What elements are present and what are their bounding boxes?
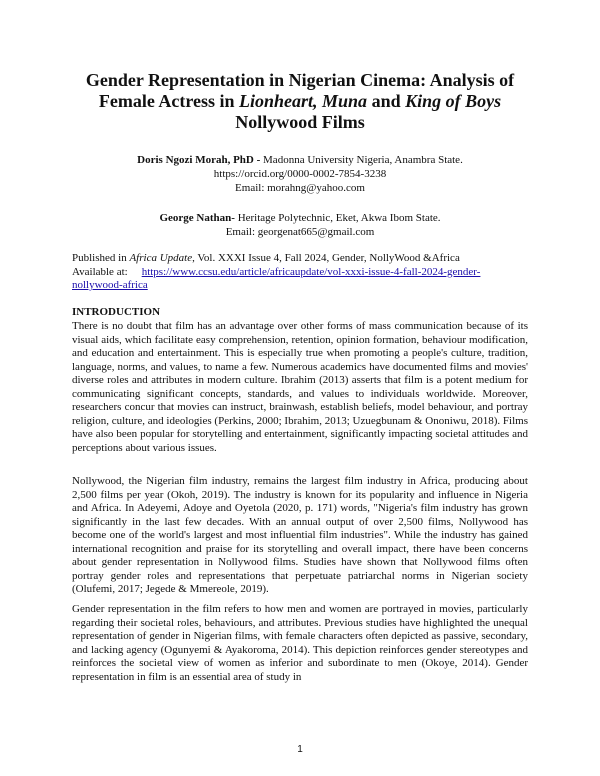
author-1-line [60,153,540,167]
title-line-2 [60,91,540,112]
article-url-link-2[interactable]: nollywood-africa [72,279,148,291]
title-line-2-mid: and [367,91,406,111]
author-2-line [60,211,540,225]
author-1-name: Doris Ngozi Morah, PhD - [137,154,261,166]
title-film-1: Lionheart, Muna [239,91,368,111]
journal-name: Africa Update [129,252,193,264]
paragraph-2: Nollywood, the Nigerian film industry, remains the largest film industry in Africa, producing about 2,500 films per year (Okoh, 2019). The industry is known for its popularity and influence in Nigeria and Africa. In Adeyemi, Adoye and Oyetola (2020, p. 171) words, "Nigeria's film industry has grown significantly in the last few decades. With an annual output of over 2,500 films, Nollywood has become one of the world's largest and most influential film industries". While the industry has gained international recognition and praise for its storytelling and overall impact, there have been concerns about gender representation in Nollywood films. Studies have shown that Nollywood films often portray gender roles and representations that perpetuate patriarchal norms in Nigerian society (Olufemi, 2017; Jegede & Mmereole, 2019). [72,475,528,595]
paragraph-1: There is no doubt that film has an advantage over other forms of mass communication because of its visual aids, which facilitate easy comprehension, retention, opinion formation, behaviour modification, and education and entertainment. This is especially true when promoting a people's culture, tradition, language, norms, and values, to name a few. Numerous academics have documented films and movies' diverse roles and attributes in modern culture. Ibrahim (2013) asserts that film is a potent medium for communicating significant concepts, standards, and values to individuals worldwide. Moreover, researchers concur that movies can instruct, brainwash, establish beliefs, model behaviour, and portray religion, culture, and ideologies (Perkins, 2000; Ibrahim, 2013; Uzuegbunam & Ononiwu, 2018). Films have also been popular for storytelling and entertainment, significantly impacting societal attitudes and perceptions about various issues. [72,320,528,454]
author-2-name: George Nathan- [159,212,235,224]
paragraph-3: Gender representation in the film refers to how men and women are portrayed in movies, particularly regarding their societal roles, behaviours, and attributes. Previous studies have highlighted the unequal representation of gender in Nigerian films, with female characters often depicted as passive, secondary, and lacking agency (Ogunyemi & Ayakoroma, 2014). This depiction reinforces gender stereotypes and reinforces the societal view of women as inferior and subordinate to men (Okoye, 2014). Gender representation in film is an essential area of study in [72,603,528,683]
section-heading [72,306,528,320]
author-2-email: Email: georgenat665@gmail.com [225,226,375,238]
publication-prefix: Published in [72,252,130,264]
publication-details: , Vol. XXXI Issue 4, Fall 2024, Gender, NollyWood &Africa [192,252,460,264]
title-line-3: Nollywood Films [235,112,365,132]
publication-line [72,252,528,266]
article-url-link-1[interactable]: https://www.ccsu.edu/article/africaupdate/vol-xxxi-issue-4-fall-2024-gender- [141,265,481,278]
page-number: 1 [297,744,303,755]
author-1-affiliation: Madonna University Nigeria, Anambra State. [260,154,463,166]
author-2-block [60,211,540,239]
introduction-heading: INTRODUCTION [72,306,161,318]
author-1-email: Email: morahng@yahoo.com [235,182,365,194]
title-line-2-pre: Female Actress in [98,91,240,111]
title-line-1: Gender Representation in Nigerian Cinema: Analysis of [85,70,515,90]
publication-info [72,252,528,293]
author-1-block [60,153,540,195]
title-film-2: King of Boys [405,91,502,111]
available-label: Available at: [72,265,128,278]
author-1-orcid: https://orcid.org/0000-0002-7854-3238 [213,168,387,180]
availability-line [72,266,528,280]
author-2-affiliation: Heritage Polytechnic, Eket, Akwa Ibom State. [234,212,441,224]
paper-title [60,70,540,133]
